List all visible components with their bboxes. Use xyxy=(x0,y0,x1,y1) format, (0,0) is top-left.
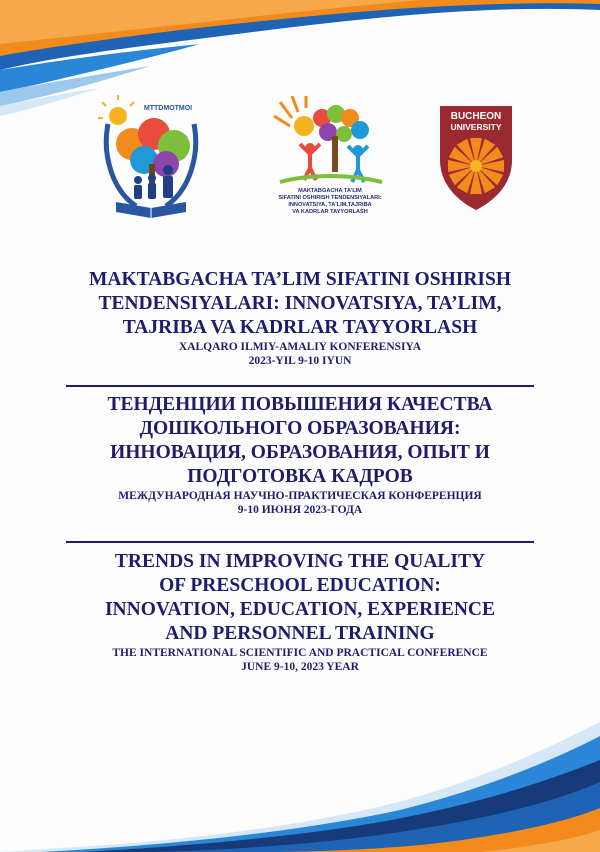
title-block-uzbek xyxy=(40,268,560,368)
conference-logo xyxy=(270,96,390,236)
en-conference-label: THE INTERNATIONAL SCIENTIFIC AND PRACTICAL CONFERENCE xyxy=(112,647,488,659)
ru-title-line: ПОДГОТОВКА КАДРОВ xyxy=(187,466,413,487)
ru-conference-label: МЕЖДУНАРОДНАЯ НАУЧНО-ПРАКТИЧЕСКАЯ КОНФЕРЕНЦИЯ xyxy=(118,490,482,502)
bucheon-text: BUCHEON xyxy=(450,111,502,122)
ru-title-line: ИННОВАЦИЯ, ОБРАЗОВАНИЯ, ОПЫТ И xyxy=(110,442,490,463)
caption-line: SIFATINI OSHIRISH TENDENSIYALARI: xyxy=(278,195,382,201)
mttdmotmoi-logo xyxy=(96,94,206,224)
caption-line: INNOVATSIYA, TA'LIM,TAJRIBA xyxy=(288,202,372,208)
ru-title-line: ТЕНДЕНЦИИ ПОВЫШЕНИЯ КАЧЕСТВА xyxy=(107,394,493,415)
title-block-russian xyxy=(40,393,560,517)
bucheon-university-logo xyxy=(436,102,516,214)
mttdmotmoi-text: MTTDMOTMOI xyxy=(143,105,193,112)
ru-conference-date: 9-10 ИЮНЯ 2023-ГОДА xyxy=(237,504,363,516)
uz-title-line: TENDENSIYALARI: INNOVATSIYA, TA’LIM, xyxy=(98,293,502,314)
uz-conference-label: XALQARO ILMIY-AMALIY KONFERENSIYA xyxy=(178,341,422,353)
uz-title-line: TAJRIBA VA KADRLAR TAYYORLASH xyxy=(122,317,478,338)
bottom-wave-decoration xyxy=(0,712,600,852)
uz-conference-date: 2023-YIL 9-10 IYUN xyxy=(248,355,352,367)
en-title-line: TRENDS IN IMPROVING THE QUALITY xyxy=(114,551,486,572)
caption-line: MAKTABGACHA TA'LIM xyxy=(298,188,362,194)
uz-title-line: MAKTABGACHA TA’LIM SIFATINI OSHIRISH xyxy=(88,269,512,290)
en-title-line: OF PRESCHOOL EDUCATION: xyxy=(159,575,441,596)
caption-line: VA KADRLAR TAYYORLASH xyxy=(292,209,368,215)
university-text: UNIVERSITY xyxy=(450,122,502,132)
en-title-line: INNOVATION, EDUCATION, EXPERIENCE xyxy=(104,599,496,620)
en-conference-date: JUNE 9-10, 2023 YEAR xyxy=(241,661,359,673)
conference-logo-caption xyxy=(270,188,390,216)
logos-row xyxy=(0,94,600,234)
title-block-english xyxy=(40,550,560,674)
divider-line xyxy=(66,385,534,387)
en-title-line: AND PERSONNEL TRAINING xyxy=(165,623,435,644)
divider-line xyxy=(66,541,534,543)
ru-title-line: ДОШКОЛЬНОГО ОБРАЗОВАНИЯ: xyxy=(139,418,461,439)
